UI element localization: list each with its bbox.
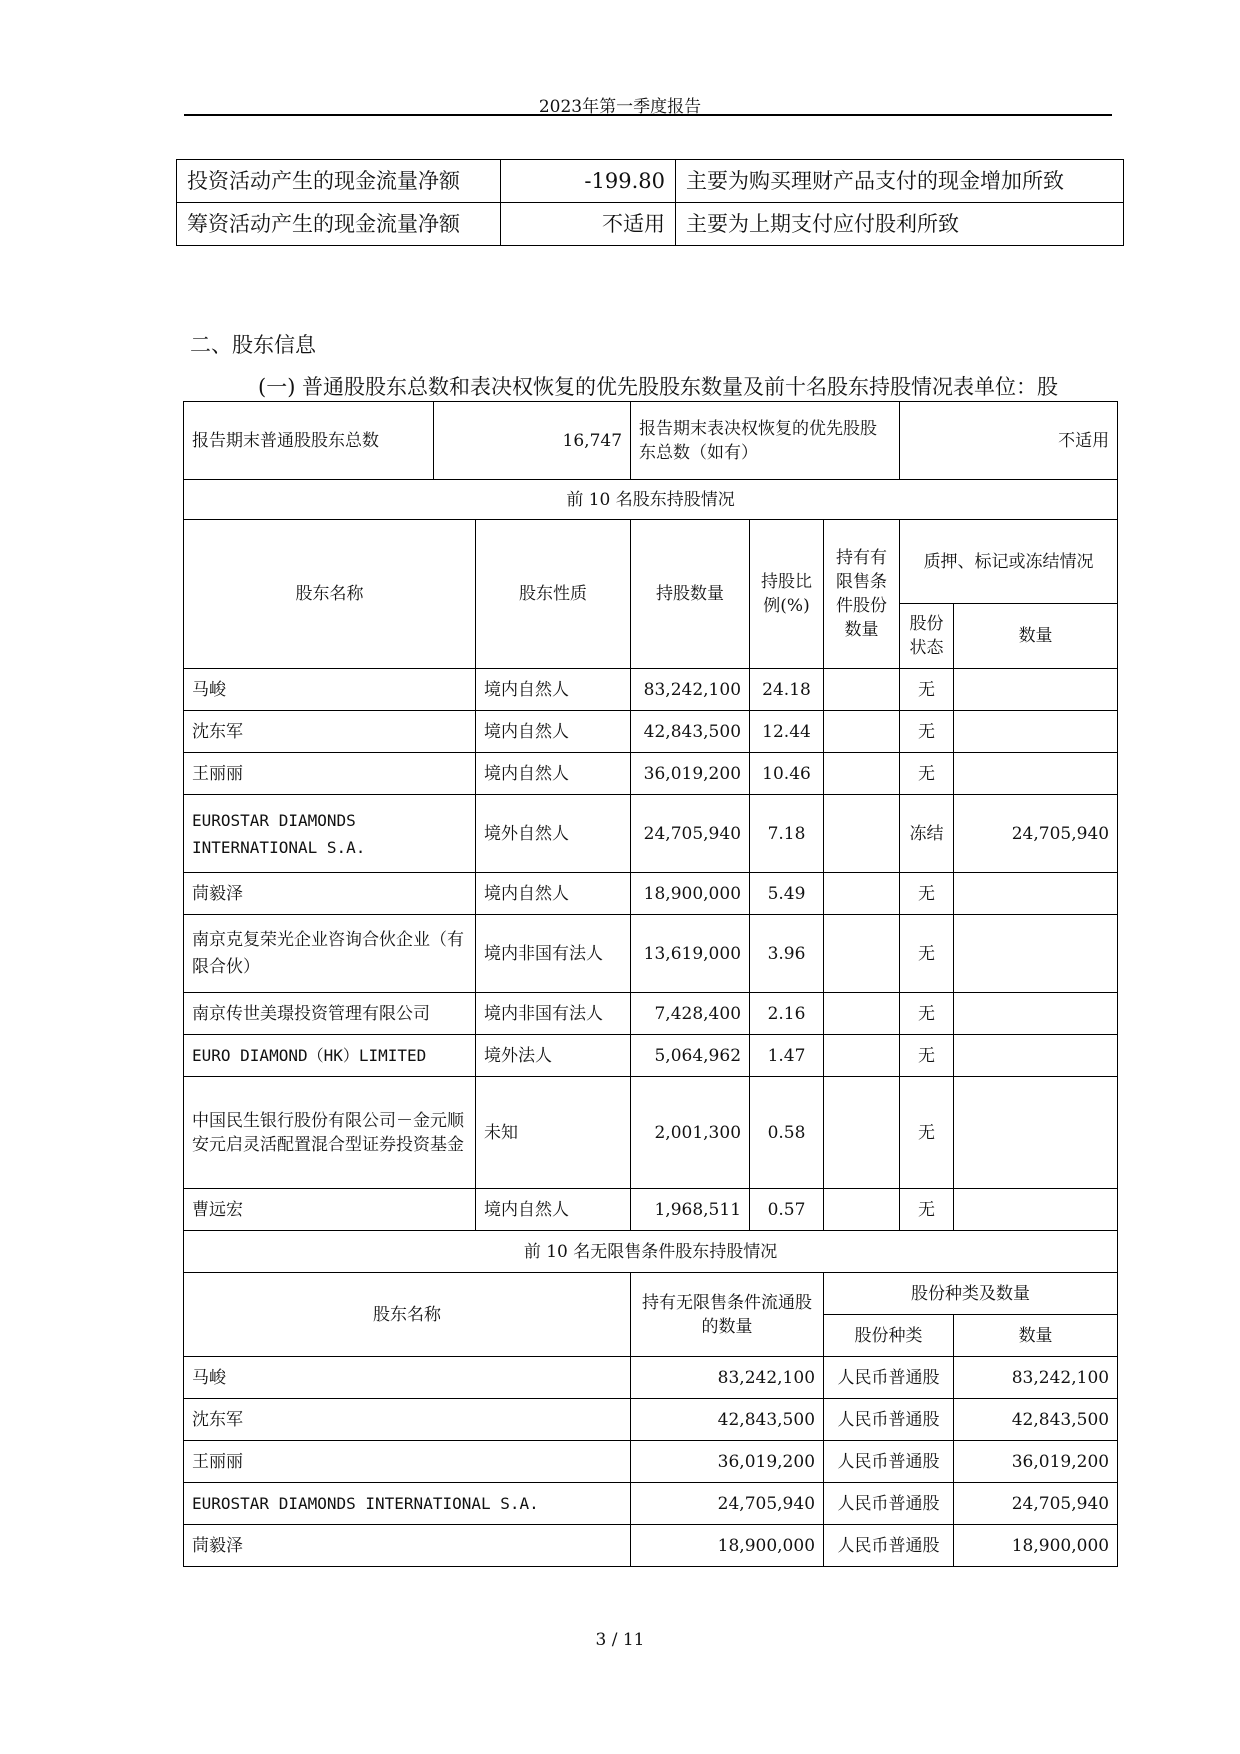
table-row — [177, 160, 1124, 203]
shareholder-restricted — [824, 1035, 900, 1077]
cash-flow-table — [176, 159, 1124, 246]
table-row — [177, 203, 1124, 246]
shareholder-restricted — [824, 795, 900, 873]
unrestricted-kind: 人民币普通股 — [824, 1441, 954, 1483]
cash-flow-value: -199.80 — [501, 160, 676, 203]
header-status: 股份状态 — [900, 604, 954, 669]
table-row — [184, 753, 1118, 795]
table-row — [184, 1077, 1118, 1189]
header-divider — [184, 114, 1112, 116]
summary-row — [184, 402, 1118, 480]
shareholder-status: 无 — [900, 669, 954, 711]
shareholder-restricted — [824, 873, 900, 915]
table-row — [184, 1357, 1118, 1399]
shareholder-name: 南京克复荣光企业咨询合伙企业（有限合伙） — [184, 915, 476, 993]
shareholder-restricted — [824, 915, 900, 993]
shareholder-ratio: 12.44 — [750, 711, 824, 753]
shareholder-restricted — [824, 1077, 900, 1189]
shareholder-restricted — [824, 1189, 900, 1231]
cash-flow-item: 投资活动产生的现金流量净额 — [177, 160, 501, 203]
header-shares: 持股数量 — [631, 520, 750, 669]
shareholder-status: 无 — [900, 1035, 954, 1077]
shareholder-nature: 境外法人 — [476, 1035, 631, 1077]
unrestricted-qty: 18,900,000 — [954, 1525, 1118, 1567]
shareholder-shares: 13,619,000 — [631, 915, 750, 993]
unrestricted-count: 24,705,940 — [631, 1483, 824, 1525]
unrestricted-header-count: 持有无限售条件流通股的数量 — [631, 1273, 824, 1357]
shareholder-qty: 24,705,940 — [954, 795, 1118, 873]
shareholder-qty — [954, 915, 1118, 993]
pref-holders-value: 不适用 — [900, 402, 1118, 480]
unrestricted-qty: 42,843,500 — [954, 1399, 1118, 1441]
header-nature: 股东性质 — [476, 520, 631, 669]
unrestricted-header-name: 股东名称 — [184, 1273, 631, 1357]
unrestricted-name: 马峻 — [184, 1357, 631, 1399]
shareholder-nature: 境内非国有法人 — [476, 915, 631, 993]
shareholder-ratio: 2.16 — [750, 993, 824, 1035]
table-row — [184, 1035, 1118, 1077]
table-row — [184, 993, 1118, 1035]
header-restricted: 持有有限售条件股份数量 — [824, 520, 900, 669]
table-row — [184, 1483, 1118, 1525]
unrestricted-qty: 83,242,100 — [954, 1357, 1118, 1399]
cash-flow-item: 筹资活动产生的现金流量净额 — [177, 203, 501, 246]
shareholder-status: 无 — [900, 1189, 954, 1231]
unrestricted-header-kind-qty: 股份种类及数量 — [824, 1273, 1118, 1315]
subsection-title: (一) 普通股股东总数和表决权恢复的优先股股东数量及前十名股东持股情况表单位：股 — [258, 375, 1059, 399]
shareholder-qty — [954, 993, 1118, 1035]
unrestricted-count: 42,843,500 — [631, 1399, 824, 1441]
shareholder-name: 马峻 — [184, 669, 476, 711]
shareholder-qty — [954, 1077, 1118, 1189]
top10-title-row — [184, 480, 1118, 520]
table-row — [184, 1525, 1118, 1567]
cash-flow-reason: 主要为购买理财产品支付的现金增加所致 — [676, 160, 1124, 203]
shareholder-shares: 7,428,400 — [631, 993, 750, 1035]
header-qty: 数量 — [954, 604, 1118, 669]
shareholder-status: 无 — [900, 993, 954, 1035]
unrestricted-header-row — [184, 1273, 1118, 1315]
table-row — [184, 1399, 1118, 1441]
shareholder-qty — [954, 1189, 1118, 1231]
table-row — [184, 795, 1118, 873]
shareholder-shares: 18,900,000 — [631, 873, 750, 915]
header-pledge: 质押、标记或冻结情况 — [900, 520, 1118, 604]
shareholder-nature: 境内自然人 — [476, 753, 631, 795]
total-holders-label: 报告期末普通股股东总数 — [184, 402, 434, 480]
shareholder-status: 无 — [900, 1077, 954, 1189]
shareholder-ratio: 1.47 — [750, 1035, 824, 1077]
shareholder-name: 茼毅泽 — [184, 873, 476, 915]
shareholder-name: EUROSTAR DIAMONDS INTERNATIONAL S.A. — [184, 795, 476, 873]
shareholder-name: 王丽丽 — [184, 753, 476, 795]
shareholder-nature: 境外自然人 — [476, 795, 631, 873]
shareholder-name: 沈东军 — [184, 711, 476, 753]
page-number: 3 / 11 — [595, 1630, 645, 1650]
shareholder-ratio: 5.49 — [750, 873, 824, 915]
unrestricted-count: 36,019,200 — [631, 1441, 824, 1483]
unrestricted-qty: 24,705,940 — [954, 1483, 1118, 1525]
header-name: 股东名称 — [184, 520, 476, 669]
unrestricted-kind: 人民币普通股 — [824, 1525, 954, 1567]
unrestricted-name: 茼毅泽 — [184, 1525, 631, 1567]
shareholder-nature: 未知 — [476, 1077, 631, 1189]
shareholder-ratio: 0.58 — [750, 1077, 824, 1189]
top10-header-row — [184, 520, 1118, 604]
table-row — [184, 915, 1118, 993]
unrestricted-title-row — [184, 1231, 1118, 1273]
shareholder-qty — [954, 711, 1118, 753]
shareholder-shares: 83,242,100 — [631, 669, 750, 711]
table-row — [184, 711, 1118, 753]
shareholder-shares: 5,064,962 — [631, 1035, 750, 1077]
shareholder-nature: 境内自然人 — [476, 669, 631, 711]
shareholder-table — [183, 401, 1118, 1567]
total-holders-value: 16,747 — [434, 402, 631, 480]
cash-flow-value: 不适用 — [501, 203, 676, 246]
shareholder-restricted — [824, 993, 900, 1035]
shareholder-restricted — [824, 711, 900, 753]
shareholder-shares: 42,843,500 — [631, 711, 750, 753]
shareholder-name: 曹远宏 — [184, 1189, 476, 1231]
unrestricted-name: 沈东军 — [184, 1399, 631, 1441]
unrestricted-header-qty: 数量 — [954, 1315, 1118, 1357]
shareholder-nature: 境内自然人 — [476, 711, 631, 753]
shareholder-shares: 36,019,200 — [631, 753, 750, 795]
section-title: 二、股东信息 — [190, 333, 316, 357]
table-row — [184, 1189, 1118, 1231]
shareholder-status: 无 — [900, 873, 954, 915]
shareholder-qty — [954, 873, 1118, 915]
unrestricted-qty: 36,019,200 — [954, 1441, 1118, 1483]
shareholder-nature: 境内非国有法人 — [476, 993, 631, 1035]
shareholder-restricted — [824, 753, 900, 795]
table-row — [184, 669, 1118, 711]
unrestricted-name: EUROSTAR DIAMONDS INTERNATIONAL S.A. — [184, 1483, 631, 1525]
unrestricted-count: 83,242,100 — [631, 1357, 824, 1399]
shareholder-status: 冻结 — [900, 795, 954, 873]
unrestricted-kind: 人民币普通股 — [824, 1483, 954, 1525]
unrestricted-header-kind: 股份种类 — [824, 1315, 954, 1357]
shareholder-qty — [954, 753, 1118, 795]
shareholder-qty — [954, 669, 1118, 711]
shareholder-qty — [954, 1035, 1118, 1077]
shareholder-ratio: 0.57 — [750, 1189, 824, 1231]
shareholder-ratio: 7.18 — [750, 795, 824, 873]
top10-title: 前 10 名股东持股情况 — [184, 480, 1118, 520]
unrestricted-name: 王丽丽 — [184, 1441, 631, 1483]
shareholder-ratio: 24.18 — [750, 669, 824, 711]
unrestricted-kind: 人民币普通股 — [824, 1357, 954, 1399]
cash-flow-reason: 主要为上期支付应付股利所致 — [676, 203, 1124, 246]
unrestricted-kind: 人民币普通股 — [824, 1399, 954, 1441]
shareholder-restricted — [824, 669, 900, 711]
shareholder-shares: 2,001,300 — [631, 1077, 750, 1189]
table-row — [184, 873, 1118, 915]
shareholder-status: 无 — [900, 753, 954, 795]
shareholder-nature: 境内自然人 — [476, 1189, 631, 1231]
unrestricted-count: 18,900,000 — [631, 1525, 824, 1567]
shareholder-name: 中国民生银行股份有限公司－金元顺安元启灵活配置混合型证券投资基金 — [184, 1077, 476, 1189]
pref-holders-label: 报告期末表决权恢复的优先股股东总数（如有） — [631, 402, 900, 480]
shareholder-ratio: 10.46 — [750, 753, 824, 795]
shareholder-ratio: 3.96 — [750, 915, 824, 993]
shareholder-shares: 24,705,940 — [631, 795, 750, 873]
report-header-title: 2023年第一季度报告 — [538, 97, 702, 117]
shareholder-name: EURO DIAMOND（HK）LIMITED — [184, 1035, 476, 1077]
shareholder-nature: 境内自然人 — [476, 873, 631, 915]
header-ratio: 持股比例(%) — [750, 520, 824, 669]
unrestricted-title: 前 10 名无限售条件股东持股情况 — [184, 1231, 1118, 1273]
shareholder-shares: 1,968,511 — [631, 1189, 750, 1231]
table-row — [184, 1441, 1118, 1483]
shareholder-status: 无 — [900, 711, 954, 753]
shareholder-name: 南京传世美璟投资管理有限公司 — [184, 993, 476, 1035]
shareholder-status: 无 — [900, 915, 954, 993]
